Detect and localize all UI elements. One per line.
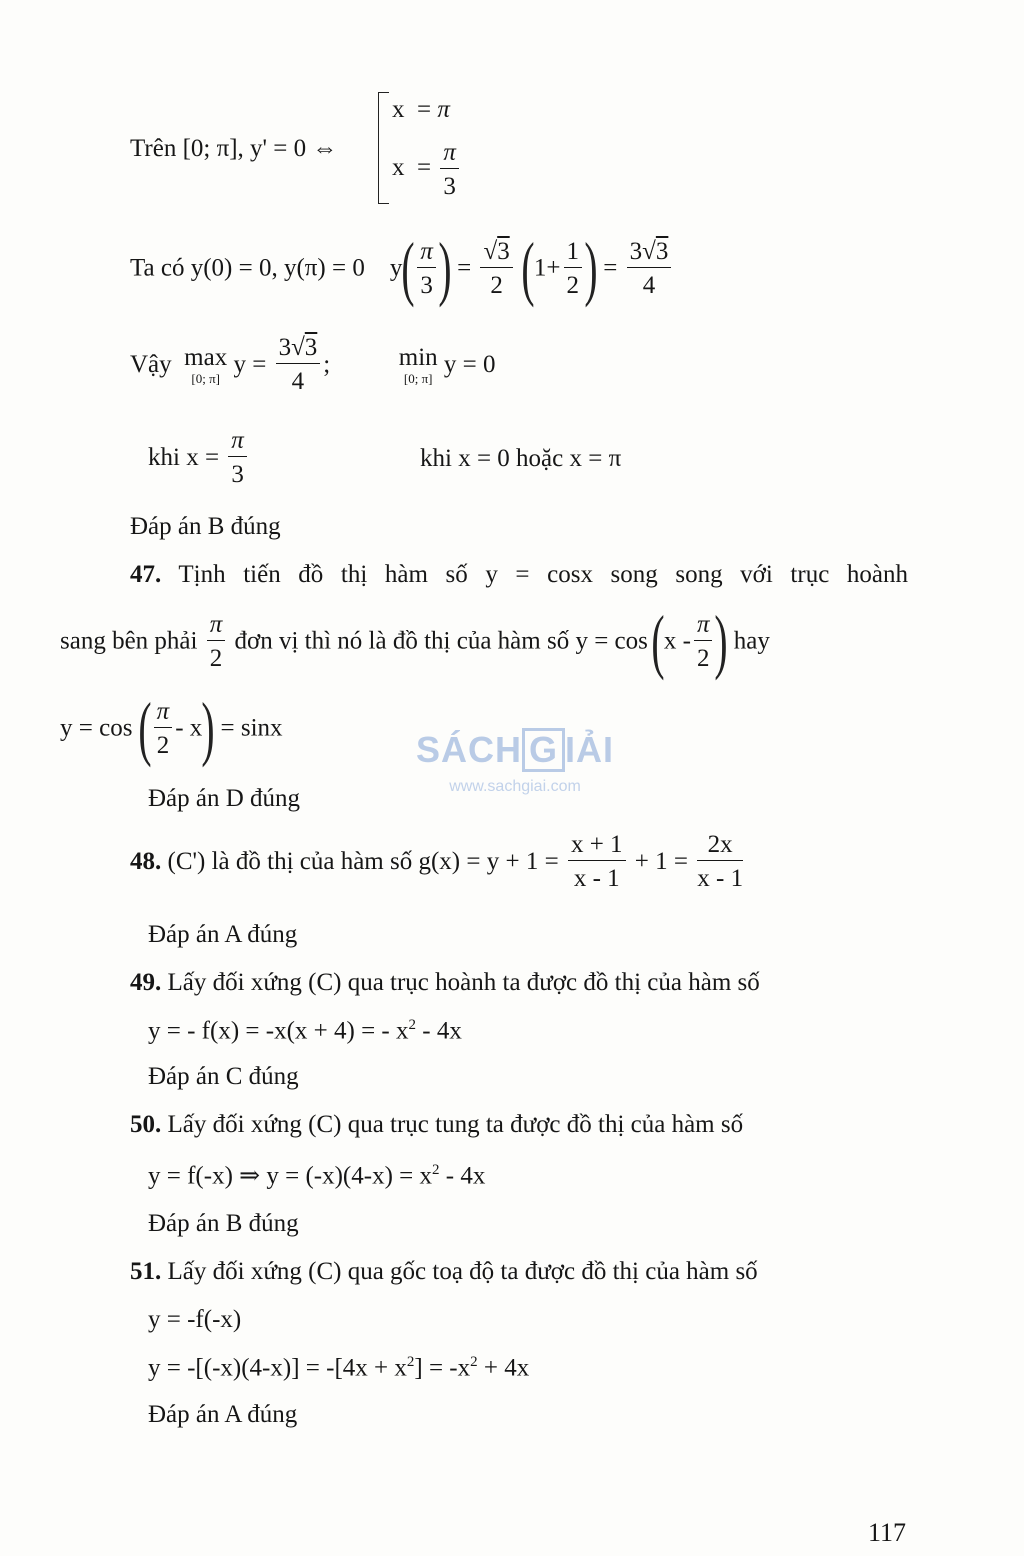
q48-formula: 48. (C') là đồ thị của hàm số g(x) = y + 1 = $\frac{x + 1}{x - 1}$ + 1 = $\frac{2x}{x - 1}$: [130, 831, 744, 892]
q51-text: 51. Lấy đối xứng (C) qua gốc toạ độ ta được đồ thị của hàm số: [130, 1258, 758, 1285]
q50-formula: y = f(-x) ⇒ $y = (-x)(4-x) = x^2 - 4x$: [148, 1162, 486, 1190]
q47-line1: 47. Tịnh tiến đồ thị hàm số y = cosx song song với trục hoành: [130, 561, 908, 588]
q49-formula: y = - f(x) = -x(x + 4) = - $x^2 - 4x$: [148, 1017, 462, 1045]
case2-fraction: $\frac{\pi}{3}$: [440, 140, 459, 199]
block4-right: khi x = 0 hoặc x = π: [420, 445, 622, 472]
answer-48: Đáp án A đúng: [148, 921, 298, 948]
block2-formula: Ta có y(0) = 0, y(π) = 0 y( $\frac{\pi}{3}$ ) = $\frac{√3}{2}$ (1+ $\frac{1}{2}$ ) = $\frac{3√3}{4}$: [130, 232, 674, 304]
page-number: 117: [868, 1518, 907, 1547]
answer-49: Đáp án C đúng: [148, 1063, 299, 1090]
answer-47: Đáp án D đúng: [148, 785, 301, 812]
q50-text: 50. Lấy đối xứng (C) qua trục tung ta được đồ thị của hàm số: [130, 1111, 744, 1138]
block4-left: khi x = $\frac{\pi}{3}$: [148, 428, 250, 487]
watermark-url: www.sachgiai.com: [449, 777, 581, 795]
answer-46: Đáp án B đúng: [130, 513, 281, 540]
block1-intro: Trên [0; π], y' = 0 ⇔: [130, 135, 338, 162]
watermark: [410, 728, 620, 796]
q51-formula2: $y = -[(-x)(4-x)] = -[4x + x^2] = -x^2 + 4x$: [148, 1354, 530, 1382]
q49-text: 49. Lấy đối xứng (C) qua trục hoành ta được đồ thị của hàm số: [130, 969, 760, 996]
q47-line3: y = cos ( $\frac{\pi}{2}$ - x) = sinx: [60, 688, 283, 768]
case-bracket: [378, 92, 389, 204]
q47-line2: sang bên phải $\frac{\pi}{2}$ đơn vị thì nó là đồ thị của hàm số y = cos(x - $\frac{\pi}{2}$ ) hay: [60, 601, 770, 681]
answer-50: Đáp án B đúng: [148, 1210, 299, 1237]
answer-51: Đáp án A đúng: [148, 1401, 298, 1428]
block3-formula: Vậy max [0; π] y = $\frac{3√3}{4}$ ; min [0; π] y = 0: [130, 334, 496, 395]
case1: x = π: [392, 96, 450, 123]
q51-formula1: y = -f(-x): [148, 1306, 242, 1333]
watermark-logo: SÁCH G IẢI: [415, 729, 615, 770]
case2: x = $\frac{\pi}{3}$: [392, 140, 462, 199]
